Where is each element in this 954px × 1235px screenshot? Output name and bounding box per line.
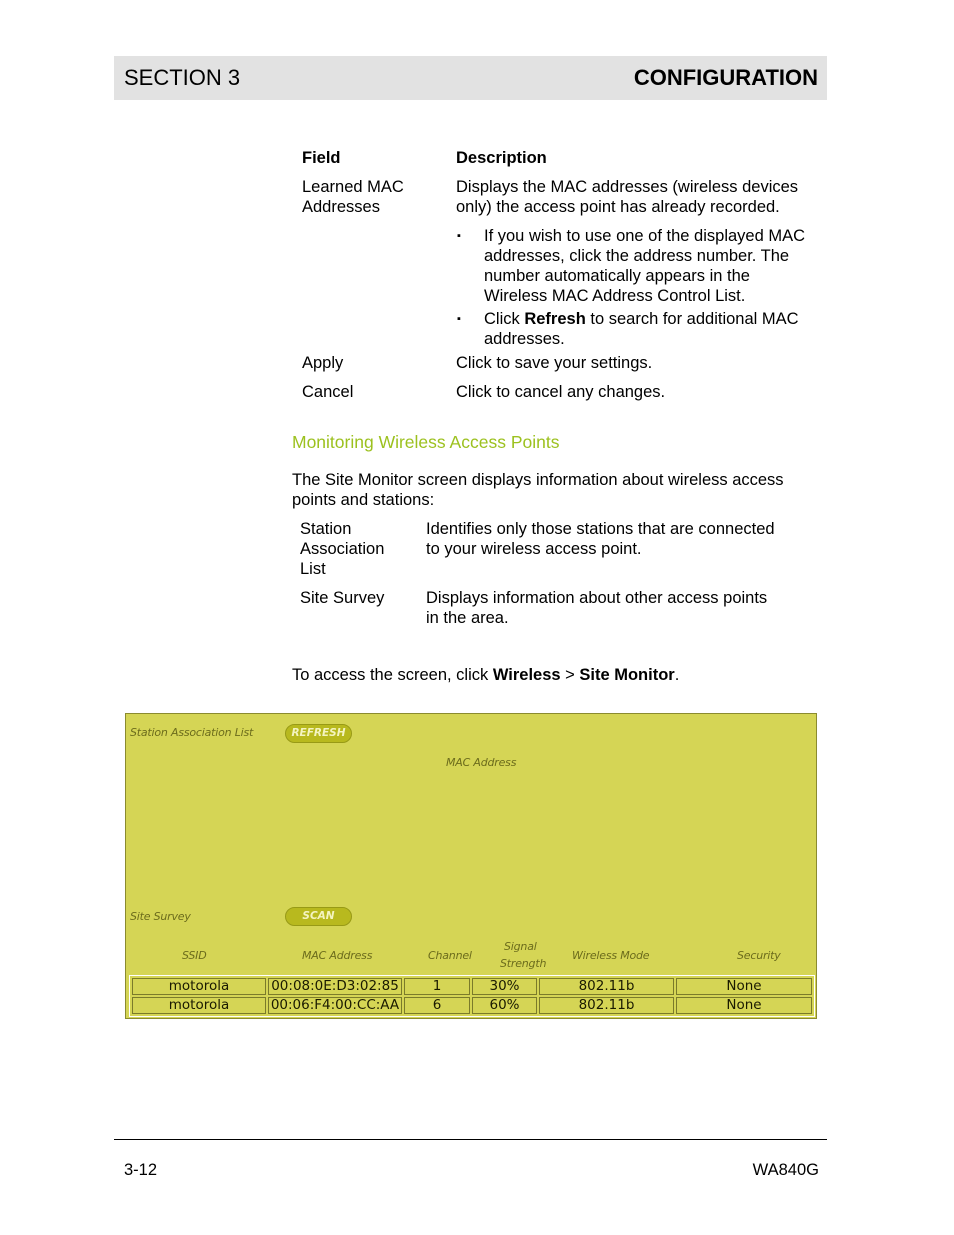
refresh-button[interactable]: REFRESH	[285, 724, 352, 743]
scan-button[interactable]: SCAN	[285, 907, 352, 926]
mac-column-header: MAC Address	[302, 949, 373, 962]
ssid-column-header: SSID	[182, 949, 207, 962]
desc-learned-mac: Displays the MAC addresses (wireless devices only) the access point has already recorded.	[456, 178, 799, 216]
channel-cell: 6	[404, 997, 470, 1014]
signal-cell: 60%	[472, 997, 537, 1014]
mac-cell: 00:08:0E:D3:02:85	[268, 978, 402, 995]
mac-cell: 00:06:F4:00:CC:AA	[268, 997, 402, 1014]
field-column-header: Field	[302, 149, 341, 167]
desc-cancel: Click to cancel any changes.	[456, 383, 666, 401]
channel-column-header: Channel	[428, 949, 472, 962]
bullet-marker: ▪	[457, 313, 461, 325]
field-apply: Apply	[302, 354, 344, 372]
table-row	[132, 978, 812, 995]
signal-cell: 30%	[472, 978, 537, 995]
field-cancel: Cancel	[302, 383, 354, 401]
channel-cell: 1	[404, 978, 470, 995]
mode-cell: 802.11b	[539, 978, 674, 995]
page-number: 3-12	[124, 1161, 158, 1179]
field-learned-mac: Learned MAC Addresses	[302, 178, 404, 216]
monitoring-intro: The Site Monitor screen displays information about wireless access points and stations:	[292, 471, 784, 509]
security-cell: None	[676, 997, 812, 1014]
site-survey-table	[129, 975, 815, 1017]
desc-station-association-list: Identifies only those stations that are connected to your wireless access point.	[426, 520, 775, 558]
bullet-item-use-address: If you wish to use one of the displayed MAC addresses, click the address number. The number automatically appears in the Wireless MAC Address Control List.	[484, 227, 806, 305]
ssid-cell: motorola	[132, 978, 266, 995]
station-association-list-label: Station Association List	[130, 726, 254, 739]
table-row	[132, 997, 812, 1014]
menu-path-wireless: Wireless	[492, 666, 561, 684]
model-name: WA840G	[752, 1161, 819, 1179]
site-survey-label: Site Survey	[130, 910, 191, 923]
mode-cell: 802.11b	[539, 997, 674, 1014]
section-title: CONFIGURATION	[633, 65, 818, 90]
ssid-cell: motorola	[132, 997, 266, 1014]
bullet-item-refresh: Click Refresh to search for additional MAC addresses.	[484, 310, 799, 348]
term-station-association-list: Station Association List	[300, 520, 385, 578]
security-cell: None	[676, 978, 812, 995]
station-mac-address-header: MAC Address	[446, 756, 517, 769]
footer-rule	[114, 1139, 827, 1140]
section-label: SECTION 3	[124, 65, 241, 90]
signal-column-header-line2: Strength	[500, 957, 547, 970]
access-instructions: To access the screen, click Wireless > Site Monitor.	[292, 666, 680, 684]
desc-site-survey: Displays information about other access points in the area.	[426, 589, 768, 627]
bullet-marker: ▪	[457, 230, 461, 242]
wireless-mode-column-header: Wireless Mode	[572, 949, 650, 962]
signal-column-header-line1: Signal	[504, 940, 537, 953]
monitoring-heading: Monitoring Wireless Access Points	[292, 432, 560, 452]
security-column-header: Security	[737, 949, 781, 962]
description-column-header: Description	[456, 149, 547, 167]
menu-path-site-monitor: Site Monitor	[579, 666, 675, 684]
term-site-survey: Site Survey	[300, 589, 385, 607]
desc-apply: Click to save your settings.	[456, 354, 653, 372]
